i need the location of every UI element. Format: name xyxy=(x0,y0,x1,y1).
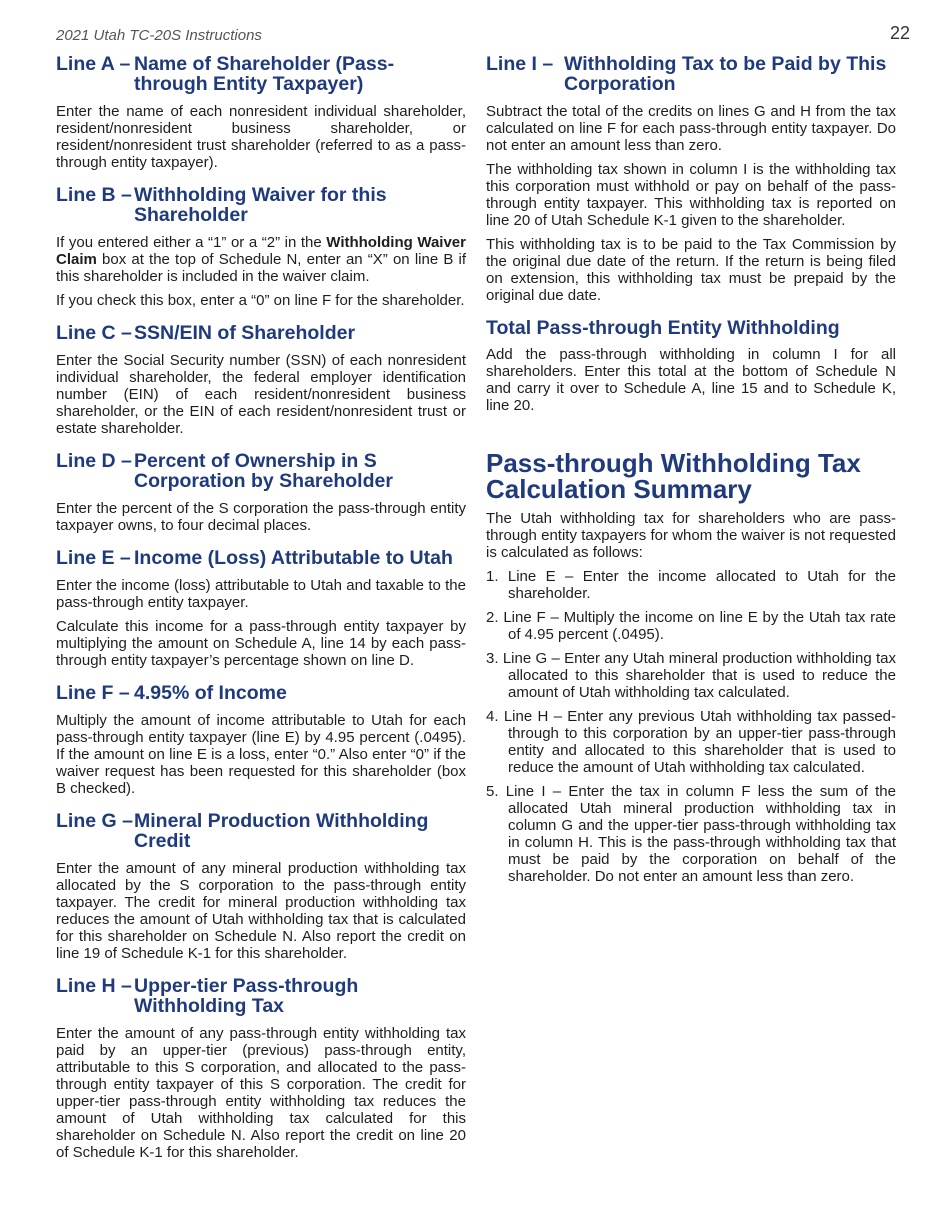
calculation-step: 5. Line I – Enter the tax in column F less the sum of the allocated Utah mineral production withholding tax in column G and the upper-tier pass-through withholding tax in column H. This is the pass-through withholding tax that must be paid by the corporation on behalf of the shareholder. Do not enter an amount less than zero. xyxy=(486,783,896,885)
line-a-title: Name of Shareholder (Pass-through Entity Taxpayer) xyxy=(134,53,395,95)
line-b-title: Withholding Waiver for this Shareholder xyxy=(134,184,387,226)
line-b-text-1-bold: Withholding Waiver Claim xyxy=(56,234,466,268)
line-g-heading xyxy=(56,811,466,851)
line-c-text: Enter the Social Security number (SSN) of each nonresident individual shareholder, the federal employer identification number (EIN) of each resident/nonresident business shareholder, or the EIN of each resident/nonresident trust or estate shareholder. xyxy=(56,352,466,437)
line-f-label: Line F – xyxy=(56,682,130,704)
line-e-text-1: Enter the income (loss) attributable to Utah and taxable to the pass-through entity taxpayer. xyxy=(56,577,466,611)
line-f-heading xyxy=(56,683,466,703)
section-total-withholding xyxy=(486,318,896,414)
line-d-heading xyxy=(56,451,466,491)
line-h-label: Line H – xyxy=(56,975,132,997)
calculation-summary-heading: Pass-through Withholding Tax Calculation Summary xyxy=(486,448,861,504)
line-c-heading xyxy=(56,323,466,343)
left-column xyxy=(56,54,466,1175)
calculation-summary-intro: The Utah withholding tax for shareholders who are pass-through entity taxpayers for whom the waiver is not requested is calculated as follows: xyxy=(486,510,896,561)
line-a-heading xyxy=(56,54,466,94)
line-d-title: Percent of Ownership in S Corporation by Shareholder xyxy=(134,450,393,492)
calculation-step: 2. Line F – Multiply the income on line E by the Utah tax rate of 4.95 percent (.0495). xyxy=(486,609,896,643)
section-line-a xyxy=(56,54,466,171)
line-f-title: 4.95% of Income xyxy=(134,682,287,704)
line-e-label: Line E – xyxy=(56,547,131,569)
section-line-c xyxy=(56,323,466,437)
line-e-heading xyxy=(56,548,466,568)
line-f-text: Multiply the amount of income attributable to Utah for each pass-through entity taxpayer (line E) by 4.95 percent (.0495). If the amount on line E is a loss, enter “0.” Also enter “0” if the waiver request has been requested for this shareholder (box B checked). xyxy=(56,712,466,797)
line-d-text: Enter the percent of the S corporation the pass-through entity taxpayer owns, to four decimal places. xyxy=(56,500,466,534)
line-b-label: Line B – xyxy=(56,184,132,206)
line-c-title: SSN/EIN of Shareholder xyxy=(134,322,356,344)
calculation-step: 4. Line H – Enter any previous Utah withholding tax passed-through to this corporation by an upper-tier pass-through entity and allocated to this shareholder that is used to reduce the amount of Utah withholding tax calculated. xyxy=(486,708,896,776)
running-header: 2021 Utah TC-20S Instructions xyxy=(56,27,262,44)
line-h-heading xyxy=(56,976,466,1016)
calculation-step: 1. Line E – Enter the income allocated to Utah for the shareholder. xyxy=(486,568,896,602)
section-line-b xyxy=(56,185,466,309)
line-i-label: Line I – xyxy=(486,53,554,75)
right-column xyxy=(486,54,896,892)
line-b-text-1-post: box at the top of Schedule N, enter an “X” on line B if this shareholder is included in the waiver claim. xyxy=(56,251,466,285)
section-line-g xyxy=(56,811,466,962)
line-i-title: Withholding Tax to be Paid by This Corporation xyxy=(564,53,887,95)
calculation-step: 3. Line G – Enter any Utah mineral production withholding tax allocated to this shareholder that is used to reduce the amount of Utah withholding tax calculated. xyxy=(486,650,896,701)
line-b-text-1 xyxy=(56,234,466,285)
calculation-steps-list xyxy=(486,568,896,885)
line-b-heading xyxy=(56,185,466,225)
page-number: 22 xyxy=(889,23,910,43)
line-h-title: Upper-tier Pass-through Withholding Tax xyxy=(134,975,359,1017)
line-c-label: Line C – xyxy=(56,322,132,344)
total-withholding-text: Add the pass-through withholding in column I for all shareholders. Enter this total at the bottom of Schedule N and carry it over to Schedule A, line 15 and to Schedule K, line 20. xyxy=(486,346,896,414)
line-i-text-3: This withholding tax is to be paid to the Tax Commission by the original due date of the return. If the return is being filed on extension, this withholding tax must be prepaid by the original due date. xyxy=(486,236,896,304)
line-i-heading xyxy=(486,54,896,94)
section-line-f xyxy=(56,683,466,797)
line-g-label: Line G – xyxy=(56,810,133,832)
line-d-label: Line D – xyxy=(56,450,132,472)
line-e-title: Income (Loss) Attributable to Utah xyxy=(134,547,453,569)
line-g-text: Enter the amount of any mineral production withholding tax allocated by the S corporation to the pass-through entity taxpayer. The credit for mineral production withholding tax reduces the amount of Utah withholding tax that is calculated for this shareholder on Schedule N. Also report the credit on line 19 of Schedule K-1 for this shareholder. xyxy=(56,860,466,962)
section-line-d xyxy=(56,451,466,534)
total-withholding-heading: Total Pass-through Entity Withholding xyxy=(486,317,840,339)
section-line-h xyxy=(56,976,466,1161)
line-a-label: Line A – xyxy=(56,53,131,75)
line-b-text-1-pre: If you entered either a “1” or a “2” in the xyxy=(56,234,327,251)
line-e-text-2: Calculate this income for a pass-through entity taxpayer by multiplying the amount on Schedule A, line 14 by each pass-through entity taxpayer’s percentage shown on line D. xyxy=(56,618,466,669)
line-g-title: Mineral Production Withholding Credit xyxy=(134,810,429,852)
line-i-text-1: Subtract the total of the credits on lines G and H from the tax calculated on line F for each pass-through entity taxpayer. Do not enter an amount less than zero. xyxy=(486,103,896,154)
section-line-i xyxy=(486,54,896,304)
section-calculation-summary xyxy=(486,450,896,885)
line-h-text: Enter the amount of any pass-through entity withholding tax paid by an upper-tier (previous) pass-through entity, attributable to this S corporation, and allocated to the pass-through entity taxpayer of this S corporation. The credit for upper-tier pass-through entity withholding tax reduces the amount of Utah withholding tax calculated for this shareholder on Schedule N. Also report the credit on line 20 of Schedule K-1 for this shareholder. xyxy=(56,1025,466,1161)
line-i-text-2: The withholding tax shown in column I is the withholding tax this corporation must withhold or pay on behalf of the pass-through entity taxpayer. This withholding tax is reported on line 20 of Utah Schedule K-1 given to the shareholder. xyxy=(486,161,896,229)
line-b-text-2: If you check this box, enter a “0” on line F for the shareholder. xyxy=(56,292,465,309)
line-a-text: Enter the name of each nonresident individual shareholder, resident/nonresident business shareholder, or resident/nonresident trust shareholder (referred to as a pass-through entity taxpayer). xyxy=(56,103,466,171)
section-line-e xyxy=(56,548,466,669)
